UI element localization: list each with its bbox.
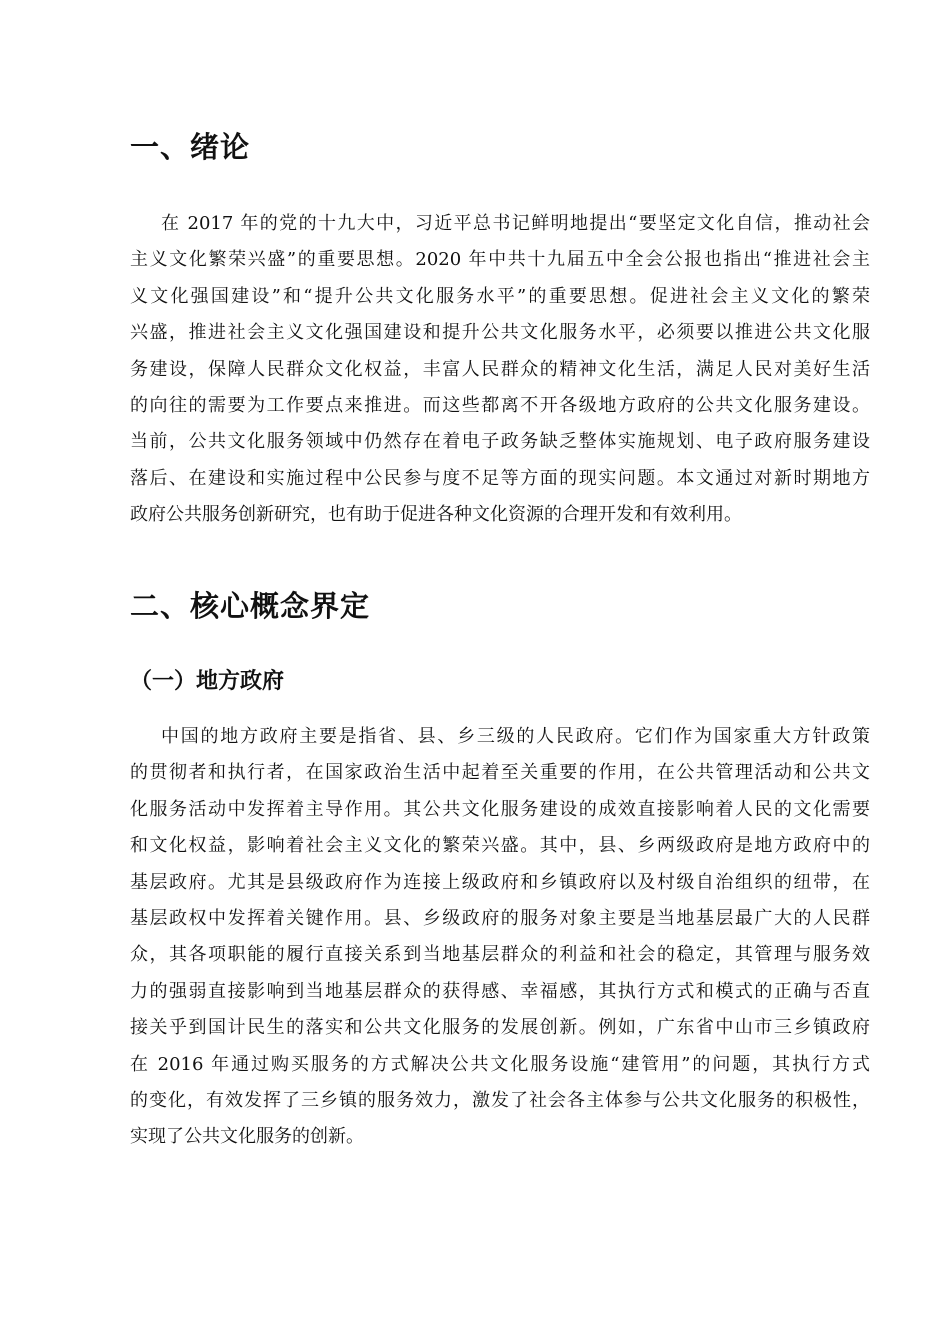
paragraph-line: 落后、在建设和实施过程中公民参与度不足等方面的现实问题。本文通过对新时期地方	[130, 467, 870, 489]
paragraph-line: 兴盛，推进社会主义文化强国建设和提升公共文化服务水平，必须要以推进公共文化服	[130, 322, 870, 344]
paragraph-line: 众，其各项职能的履行直接关系到当地基层群众的利益和社会的稳定，其管理与服务效	[130, 944, 870, 966]
paragraph-line: 在 2017 年的党的十九大中，习近平总书记鲜明地提出“要坚定文化自信，推动社会	[161, 213, 870, 234]
paragraph-line: 基层政权中发挥着关键作用。县、乡级政府的服务对象主要是当地基层最广大的人民群	[130, 907, 870, 929]
paragraph-line: 实现了公共文化服务的创新。	[130, 1126, 364, 1148]
paragraph-line: 主义文化繁荣兴盛”的重要思想。2020 年中共十九届五中全会公报也指出“推进社会主	[130, 249, 870, 271]
paragraph-line: 的变化，有效发挥了三乡镇的服务效力，激发了社会各主体参与公共文化服务的积极性，	[130, 1089, 870, 1111]
paragraph-line: 中国的地方政府主要是指省、县、乡三级的人民政府。它们作为国家重大方针政策	[161, 726, 870, 747]
introduction-paragraph	[130, 206, 870, 534]
subsection-heading-local-government: （一）地方政府	[130, 669, 285, 694]
local-government-paragraph	[130, 719, 870, 1156]
section-heading-core-concepts: 二、核心概念界定	[130, 589, 371, 623]
section-heading-introduction: 一、绪论	[130, 130, 251, 164]
paragraph-line: 义文化强国建设”和“提升公共文化服务水平”的重要思想。促进社会主义文化的繁荣	[130, 285, 870, 307]
paragraph-line: 的向往的需要为工作要点来推进。而这些都离不开各级地方政府的公共文化服务建设。	[130, 394, 870, 416]
paragraph-line: 务建设，保障人民群众文化权益，丰富人民群众的精神文化生活，满足人民对美好生活	[130, 358, 870, 380]
paragraph-line: 和文化权益，影响着社会主义文化的繁荣兴盛。其中，县、乡两级政府是地方政府中的	[130, 835, 870, 857]
paragraph-line: 的贯彻者和执行者，在国家政治生活中起着至关重要的作用，在公共管理活动和公共文	[130, 762, 870, 784]
paragraph-line: 在 2016 年通过购买服务的方式解决公共文化服务设施“建管用”的问题，其执行方式	[130, 1053, 870, 1075]
paragraph-line: 政府公共服务创新研究，也有助于促进各种文化资源的合理开发和有效利用。	[130, 504, 742, 526]
paragraph-line: 当前，公共文化服务领域中仍然存在着电子政务缺乏整体实施规划、电子政府服务建设	[130, 431, 870, 453]
paragraph-line: 化服务活动中发挥着主导作用。其公共文化服务建设的成效直接影响着人民的文化需要	[130, 798, 870, 820]
paragraph-line: 基层政府。尤其是县级政府作为连接上级政府和乡镇政府以及村级自治组织的纽带，在	[130, 871, 870, 893]
paragraph-line: 力的强弱直接影响到当地基层群众的获得感、幸福感，其执行方式和模式的正确与否直	[130, 980, 870, 1002]
paragraph-line: 接关乎到国计民生的落实和公共文化服务的发展创新。例如，广东省中山市三乡镇政府	[130, 1017, 870, 1039]
